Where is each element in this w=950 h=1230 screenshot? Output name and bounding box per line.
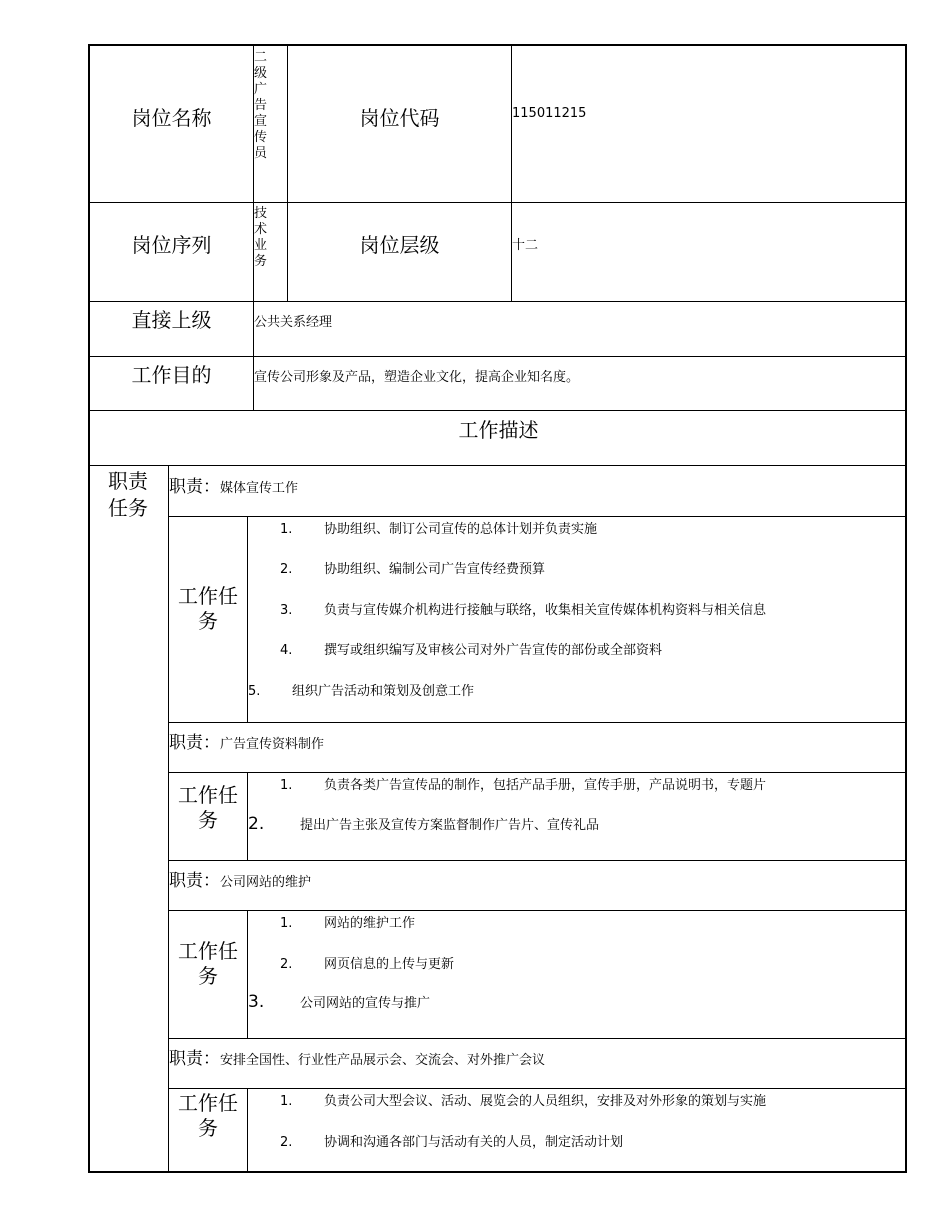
task-text: 负责公司大型会议、活动、展览会的人员组织，安排及对外形象的策划与实施 xyxy=(324,1094,767,1109)
duty-title xyxy=(169,472,298,497)
position-code-label: 岗位代码 xyxy=(359,105,440,130)
task-text: 提出广告主张及宣传方案监督制作广告片、宣传礼品 xyxy=(300,818,600,833)
task-label: 工作任务 xyxy=(178,939,238,988)
position-name-value: 二级广告宣传员 xyxy=(254,50,268,161)
task-number: 5. xyxy=(248,684,261,699)
task-text: 撰写或组织编写及审核公司对外广告宣传的部份或全部资料 xyxy=(324,643,663,658)
task-text: 协助组织、编制公司广告宣传经费预算 xyxy=(324,562,546,577)
task-number: 2. xyxy=(280,562,293,577)
task-text: 负责与宣传媒介机构进行接触与联络，收集相关宣传媒体机构资料与相关信息 xyxy=(324,603,767,618)
duty-title xyxy=(169,728,324,753)
col-divider xyxy=(247,910,248,1038)
task-text: 公司网站的宣传与推广 xyxy=(300,996,431,1011)
task-text: 协助组织、制订公司宣传的总体计划并负责实施 xyxy=(324,522,598,537)
position-level-label: 岗位层级 xyxy=(359,232,440,257)
task-number: 1. xyxy=(280,522,293,537)
row-divider xyxy=(168,860,907,861)
row-divider xyxy=(168,910,907,911)
task-text: 协调和沟通各部门与活动有关的人员，制定活动计划 xyxy=(324,1135,624,1150)
row-divider xyxy=(168,1088,907,1089)
position-code-value: 115011215 xyxy=(512,106,587,121)
row-divider xyxy=(90,465,907,466)
superior-label: 直接上级 xyxy=(131,307,212,332)
task-number: 1. xyxy=(280,778,293,793)
duty-prefix: 职责： xyxy=(169,477,220,497)
task-label: 工作任务 xyxy=(178,584,238,633)
task-number: 2. xyxy=(280,957,293,972)
position-level-value: 十二 xyxy=(512,238,539,253)
position-series-label: 岗位序列 xyxy=(131,232,212,257)
task-number: 1. xyxy=(280,916,293,931)
task-number: 2. xyxy=(280,1135,293,1150)
superior-value: 公共关系经理 xyxy=(254,315,333,330)
duties-label: 职责任务 xyxy=(108,469,148,520)
task-label: 工作任务 xyxy=(178,1091,238,1140)
row-divider xyxy=(168,1038,907,1039)
duty-text: 公司网站的维护 xyxy=(220,875,312,890)
task-item xyxy=(248,814,599,834)
duty-text: 广告宣传资料制作 xyxy=(220,737,325,752)
task-item xyxy=(280,953,454,972)
task-number: 4. xyxy=(280,643,293,658)
row-divider xyxy=(168,722,907,723)
task-number: 1. xyxy=(280,1094,293,1109)
task-text: 网页信息的上传与更新 xyxy=(324,957,455,972)
task-item xyxy=(280,639,662,658)
task-item xyxy=(280,518,597,537)
duty-prefix: 职责： xyxy=(169,1049,220,1069)
row-divider xyxy=(168,516,907,517)
task-item xyxy=(280,1131,623,1150)
task-item xyxy=(280,912,415,931)
task-text: 网站的维护工作 xyxy=(324,916,416,931)
task-item xyxy=(280,774,766,793)
description-title: 工作描述 xyxy=(458,417,539,442)
task-item xyxy=(280,1090,766,1109)
task-number: 3. xyxy=(280,603,293,618)
task-text: 组织广告活动和策划及创意工作 xyxy=(292,684,475,699)
position-series-value: 技术业务 xyxy=(254,206,268,269)
purpose-label: 工作目的 xyxy=(131,362,212,387)
task-number: 2. xyxy=(248,814,265,834)
duty-prefix: 职责： xyxy=(169,871,220,891)
task-label: 工作任务 xyxy=(178,783,238,832)
col-divider xyxy=(247,1088,248,1173)
task-item xyxy=(248,992,430,1012)
duty-prefix: 职责： xyxy=(169,733,220,753)
duty-text: 安排全国性、行业性产品展示会、交流会、对外推广会议 xyxy=(220,1053,546,1068)
purpose-value: 宣传公司形象及产品，塑造企业文化，提高企业知名度。 xyxy=(254,370,580,385)
task-text: 负责各类广告宣传品的制作，包括产品手册，宣传手册，产品说明书，专题片 xyxy=(324,778,767,793)
position-name-label: 岗位名称 xyxy=(131,105,212,130)
row-divider xyxy=(168,772,907,773)
job-description-table xyxy=(88,44,907,1173)
col-divider xyxy=(511,46,512,301)
task-number: 3. xyxy=(248,992,265,1012)
duty-title xyxy=(169,1044,545,1069)
task-item xyxy=(280,599,766,618)
duty-text: 媒体宣传工作 xyxy=(220,481,299,496)
task-item xyxy=(248,680,474,699)
task-item xyxy=(280,558,545,577)
duty-title xyxy=(169,866,311,891)
